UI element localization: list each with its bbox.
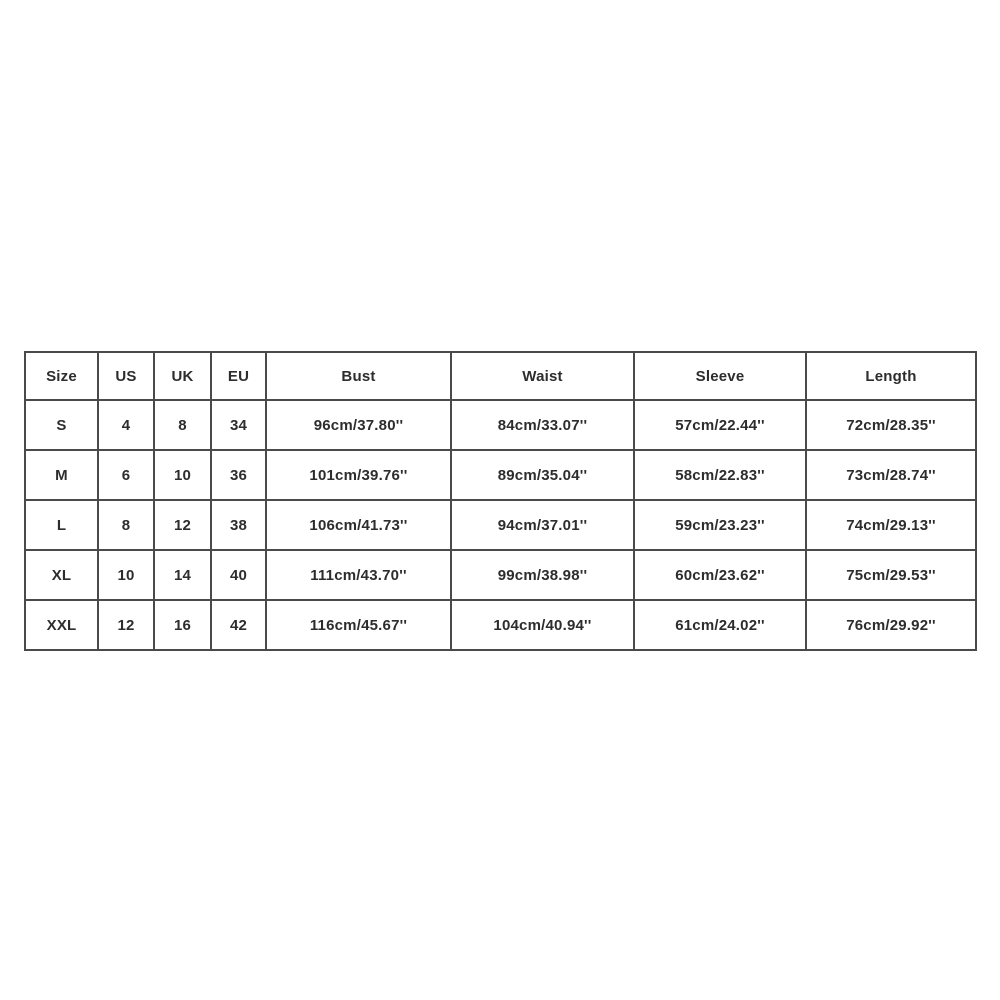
cell-length: 76cm/29.92'' [806, 600, 976, 650]
column-header-waist: Waist [451, 352, 634, 400]
column-header-bust: Bust [266, 352, 451, 400]
cell-size: M [25, 450, 98, 500]
cell-bust: 116cm/45.67'' [266, 600, 451, 650]
cell-sleeve: 61cm/24.02'' [634, 600, 806, 650]
column-header-length: Length [806, 352, 976, 400]
cell-waist: 94cm/37.01'' [451, 500, 634, 550]
cell-uk: 8 [154, 400, 211, 450]
table-row-s [25, 400, 976, 450]
cell-length: 75cm/29.53'' [806, 550, 976, 600]
table-row-m [25, 450, 976, 500]
table-row-xl [25, 550, 976, 600]
cell-size: XL [25, 550, 98, 600]
cell-waist: 84cm/33.07'' [451, 400, 634, 450]
column-header-us: US [98, 352, 154, 400]
cell-length: 73cm/28.74'' [806, 450, 976, 500]
cell-size: XXL [25, 600, 98, 650]
cell-us: 4 [98, 400, 154, 450]
table-row-xxl [25, 600, 976, 650]
cell-eu: 40 [211, 550, 266, 600]
cell-size: S [25, 400, 98, 450]
header-row [25, 352, 976, 400]
cell-us: 8 [98, 500, 154, 550]
column-header-size: Size [25, 352, 98, 400]
cell-bust: 96cm/37.80'' [266, 400, 451, 450]
size-chart-table [24, 351, 977, 651]
cell-uk: 16 [154, 600, 211, 650]
cell-length: 72cm/28.35'' [806, 400, 976, 450]
cell-waist: 89cm/35.04'' [451, 450, 634, 500]
cell-sleeve: 59cm/23.23'' [634, 500, 806, 550]
cell-us: 12 [98, 600, 154, 650]
cell-waist: 99cm/38.98'' [451, 550, 634, 600]
cell-waist: 104cm/40.94'' [451, 600, 634, 650]
table-row-l [25, 500, 976, 550]
cell-uk: 14 [154, 550, 211, 600]
cell-sleeve: 60cm/23.62'' [634, 550, 806, 600]
cell-sleeve: 57cm/22.44'' [634, 400, 806, 450]
cell-size: L [25, 500, 98, 550]
column-header-sleeve: Sleeve [634, 352, 806, 400]
cell-eu: 38 [211, 500, 266, 550]
cell-eu: 34 [211, 400, 266, 450]
column-header-eu: EU [211, 352, 266, 400]
cell-bust: 111cm/43.70'' [266, 550, 451, 600]
cell-us: 10 [98, 550, 154, 600]
cell-uk: 12 [154, 500, 211, 550]
cell-eu: 42 [211, 600, 266, 650]
cell-eu: 36 [211, 450, 266, 500]
size-chart [24, 351, 975, 651]
cell-bust: 101cm/39.76'' [266, 450, 451, 500]
cell-bust: 106cm/41.73'' [266, 500, 451, 550]
cell-length: 74cm/29.13'' [806, 500, 976, 550]
cell-uk: 10 [154, 450, 211, 500]
cell-sleeve: 58cm/22.83'' [634, 450, 806, 500]
cell-us: 6 [98, 450, 154, 500]
column-header-uk: UK [154, 352, 211, 400]
